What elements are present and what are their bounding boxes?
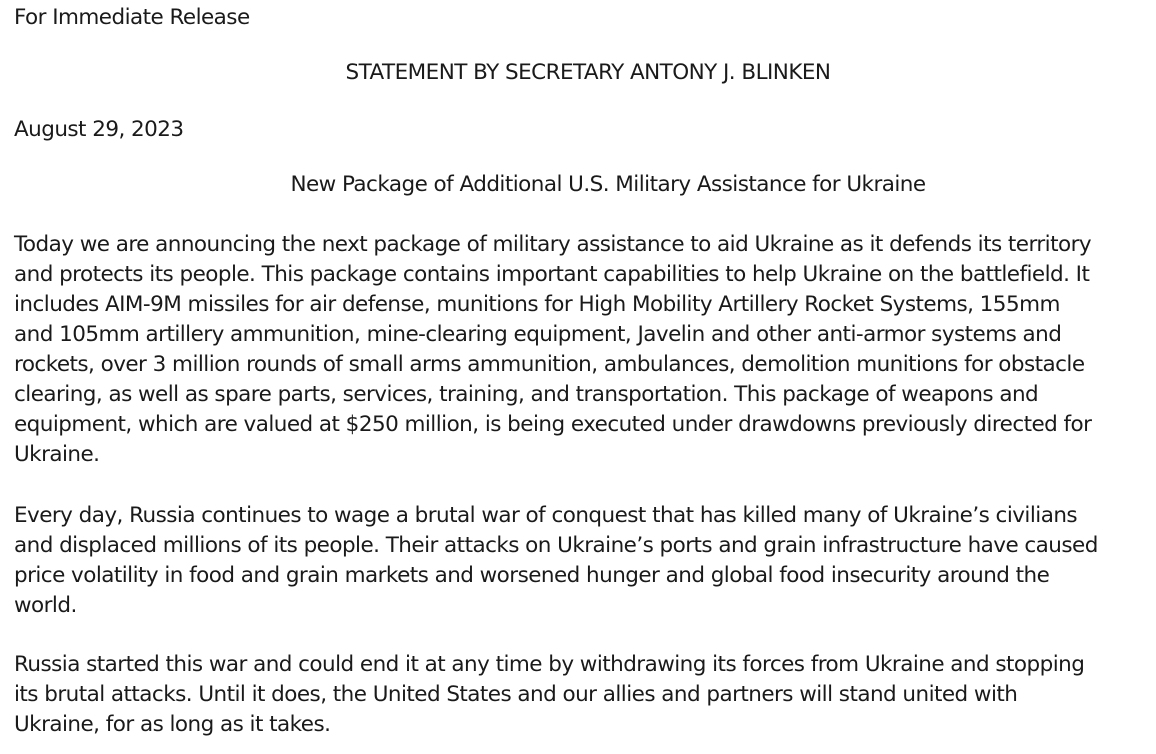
paragraph-line: and 105mm artillery ammunition, mine-clearing equipment, Javelin and other anti-armor systems and [14,322,1062,347]
paragraph-line: its brutal attacks. Until it does, the United States and our allies and partners will stand united with [14,682,1018,707]
paragraph-line: equipment, which are valued at $250 million, is being executed under drawdowns previously directed for [14,412,1092,437]
paragraph-line: and displaced millions of its people. Their attacks on Ukraine’s ports and grain infrastructure have caused [14,533,1098,558]
paragraph-line: Every day, Russia continues to wage a brutal war of conquest that has killed many of Ukraine’s civilians [14,503,1078,528]
paragraph-3 [14,650,1084,740]
paragraph-line: Today we are announcing the next package of military assistance to aid Ukraine as it defends its territory [14,232,1092,257]
paragraph-2 [14,501,1098,621]
headline: New Package of Additional U.S. Military Assistance for Ukraine [290,172,926,197]
paragraph-line: and protects its people. This package contains important capabilities to help Ukraine on the battlefield. It [14,262,1090,287]
release-date: August 29, 2023 [14,117,184,142]
paragraph-1 [14,230,1091,470]
statement-title: STATEMENT BY SECRETARY ANTONY J. BLINKEN [345,60,831,85]
paragraph-line: clearing, as well as spare parts, services, training, and transportation. This package of weapons and [14,382,1039,407]
paragraph-line: Russia started this war and could end it at any time by withdrawing its forces from Ukraine and stopping [14,652,1085,677]
paragraph-line: Ukraine. [14,442,100,467]
release-label: For Immediate Release [14,5,250,30]
paragraph-line: Ukraine, for as long as it takes. [14,712,331,737]
paragraph-line: includes AIM-9M missiles for air defense, munitions for High Mobility Artillery Rocket Systems, 155mm [14,292,1060,317]
paragraph-line: price volatility in food and grain markets and worsened hunger and global food insecurity around the [14,563,1050,588]
paragraph-line: rockets, over 3 million rounds of small arms ammunition, ambulances, demolition munitions for obstacle [14,352,1085,377]
paragraph-line: world. [14,593,77,618]
